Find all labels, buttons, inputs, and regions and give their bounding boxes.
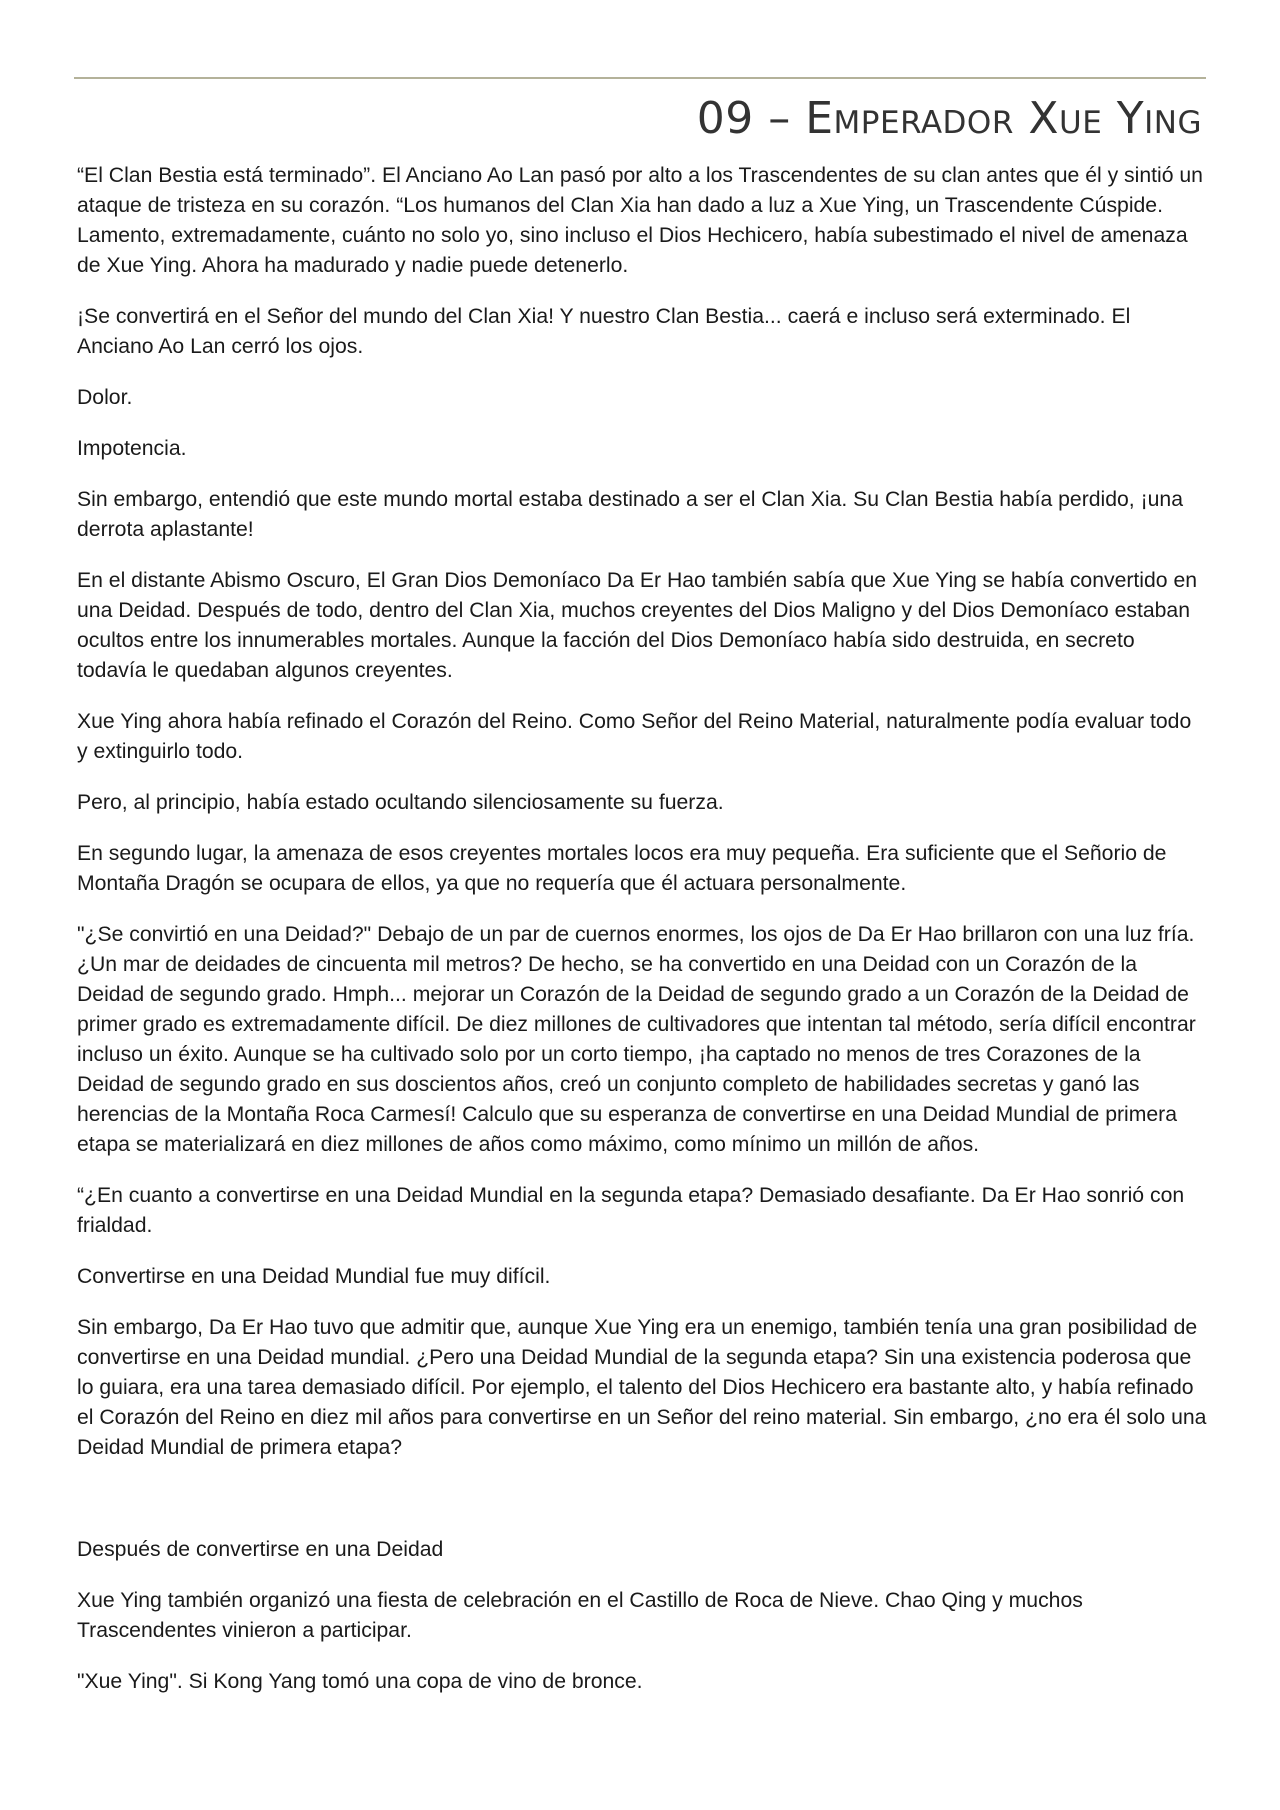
paragraph: En el distante Abismo Oscuro, El Gran Dios Demoníaco Da Er Hao también sabía que Xue Ying se había convertido en una Deidad. Después de todo, dentro del Clan Xia, muchos creyentes del Dios Maligno y del Dios Demoníaco estaban ocultos entre los innumerables mortales. Aunque la facción del Dios Demoníaco había sido destruida, en secreto todavía le quedaban algunos creyentes. <box>77 569 1198 682</box>
paragraph: "Xue Ying". Si Kong Yang tomó una copa de vino de bronce. <box>77 1670 643 1693</box>
paragraph: Pero, al principio, había estado ocultando silenciosamente su fuerza. <box>77 791 724 814</box>
paragraph: "¿Se convirtió en una Deidad?" Debajo de un par de cuernos enormes, los ojos de Da Er Hao brillaron con una luz fría. ¿Un mar de deidades de cincuenta mil metros? De hecho, se ha convertido en una Deidad con un Corazón de la Deidad de segundo grado. Hmph... mejorar un Corazón de la Deidad de segundo grado a un Corazón de la Deidad de primer grado es extremadamente difícil. De diez millones de cultivadores que intentan tal método, sería difícil encontrar incluso un éxito. Aunque se ha cultivado solo por un corto tiempo, ¡ha captado no menos de tres Corazones de la Deidad de segundo grado en sus doscientos años, creó un conjunto completo de habilidades secretas y ganó las herencias de la Montaña Roca Carmesí! Calculo que su esperanza de convertirse en una Deidad Mundial de primera etapa se materializará en diez millones de años como máximo, como mínimo un millón de años. <box>77 923 1196 1156</box>
paragraph: Xue Ying también organizó una fiesta de celebración en el Castillo de Roca de Nieve. Chao Qing y muchos Trascendentes vinieron a participar. <box>77 1589 1083 1642</box>
paragraph: Impotencia. <box>77 437 187 460</box>
paragraph: Sin embargo, entendió que este mundo mortal estaba destinado a ser el Clan Xia. Su Clan Bestia había perdido, ¡una derrota aplastante! <box>77 488 1183 541</box>
paragraph: Xue Ying ahora había refinado el Corazón del Reino. Como Señor del Reino Material, naturalmente podía evaluar todo y extinguirlo todo. <box>77 710 1192 763</box>
paragraph: En segundo lugar, la amenaza de esos creyentes mortales locos era muy pequeña. Era suficiente que el Señorio de Montaña Dragón se ocupara de ellos, ya que no requería que él actuara personalmente. <box>77 842 1167 895</box>
paragraph: Convertirse en una Deidad Mundial fue muy difícil. <box>77 1265 551 1288</box>
paragraph: “El Clan Bestia está terminado”. El Anciano Ao Lan pasó por alto a los Trascendentes de su clan antes que él y sintió un ataque de tristeza en su corazón. “Los humanos del Clan Xia han dado a luz a Xue Ying, un Trascendente Cúspide. Lamento, extremadamente, cuánto no solo yo, sino incluso el Dios Hechicero, había subestimado el nivel de amenaza de Xue Ying. Ahora ha madurado y nadie puede detenerlo. <box>77 164 1203 277</box>
header-rule <box>74 77 1206 79</box>
paragraph: Después de convertirse en una Deidad <box>77 1538 444 1561</box>
chapter-title: 09 – Emperador Xue Ying <box>696 93 1202 144</box>
blank-line <box>77 1484 1207 1514</box>
paragraph: Dolor. <box>77 386 133 409</box>
chapter-body <box>77 161 1207 1718</box>
paragraph: Sin embargo, Da Er Hao tuvo que admitir que, aunque Xue Ying era un enemigo, también tenía una gran posibilidad de convertirse en una Deidad mundial. ¿Pero una Deidad Mundial de la segunda etapa? Sin una existencia poderosa que lo guiara, era una tarea demasiado difícil. Por ejemplo, el talento del Dios Hechicero era bastante alto, y había refinado el Corazón del Reino en diez mil años para convertirse en un Señor del reino material. Sin embargo, ¿no era él solo una Deidad Mundial de primera etapa? <box>77 1316 1207 1459</box>
paragraph: ¡Se convertirá en el Señor del mundo del Clan Xia! Y nuestro Clan Bestia... caerá e incluso será exterminado. El Anciano Ao Lan cerró los ojos. <box>77 305 1131 358</box>
paragraph: “¿En cuanto a convertirse en una Deidad Mundial en la segunda etapa? Demasiado desafiante. Da Er Hao sonrió con frialdad. <box>77 1184 1185 1237</box>
